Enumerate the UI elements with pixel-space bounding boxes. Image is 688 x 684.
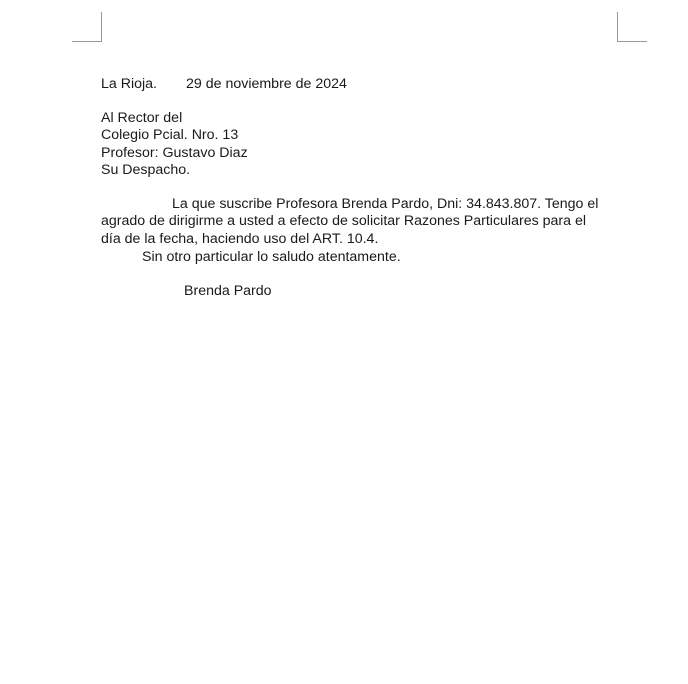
crop-mark-top-left-horizontal (72, 41, 102, 42)
body-line-3: día de la fecha, haciendo uso del ART. 10.4. (101, 231, 379, 247)
body-line-1: La que suscribe Profesora Brenda Pardo, Dni: 34.843.807. Tengo el (172, 196, 599, 212)
recipient-line-1: Al Rector del (101, 110, 183, 126)
body-line-2: agrado de dirigirme a usted a efecto de solicitar Razones Particulares para el (101, 213, 587, 229)
crop-mark-top-right-vertical (617, 12, 618, 42)
recipient-line-4: Su Despacho. (101, 162, 191, 178)
date-text: 29 de noviembre de 2024 (186, 76, 347, 92)
place-text: La Rioja. (101, 76, 157, 92)
crop-mark-top-right-horizontal (617, 41, 647, 42)
closing-line: Sin otro particular lo saludo atentamente. (142, 249, 401, 265)
crop-mark-top-left-vertical (101, 12, 102, 42)
signature-name: Brenda Pardo (184, 283, 272, 299)
recipient-line-2: Colegio Pcial. Nro. 13 (101, 127, 239, 143)
recipient-line-3: Profesor: Gustavo Diaz (101, 145, 248, 161)
